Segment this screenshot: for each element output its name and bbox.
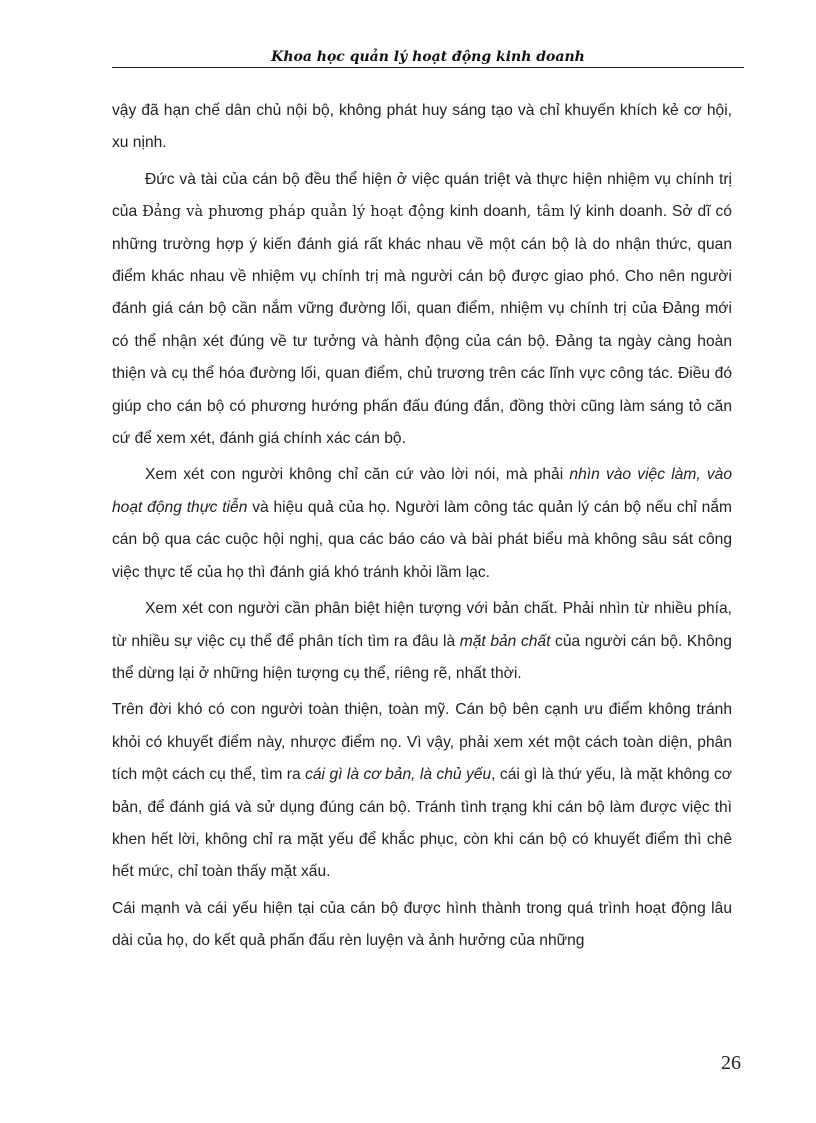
page-number: 26	[721, 1052, 741, 1074]
paragraph-text: , cái gì là thứ yếu, là mặt không cơ bản, để đánh giá và sử dụng đúng cán bộ. Tránh tình trạng khi cán bộ làm được việc thì khen hết lời, không chỉ ra mặt yếu để khắc phục, còn khi cán bộ có khuyết điểm thì chê hết mức, chỉ toàn thấy mặt xấu.	[112, 766, 732, 881]
paragraph-text: kinh doanh	[444, 203, 527, 221]
paragraph-6	[112, 893, 732, 958]
paragraph-2	[112, 164, 732, 456]
emphasis-text: mặt bản chất	[459, 632, 551, 650]
paragraph-text: của người cán bộ. Không thể dừng lại ở những hiện tượng cụ thể, riêng rẽ, nhất thời.	[112, 632, 732, 682]
paragraph-text: Cái mạnh và cái yếu hiện tại của cán bộ được hình thành trong quá trình hoạt động lâu dài của họ, do kết quả phấn đấu rèn luyện và ảnh hưởng của những	[112, 899, 732, 950]
paragraph-text: Trên đời khó có con người toàn thiện, toàn mỹ. Cán bộ bên cạnh ưu điểm không tránh khỏi có khuyết điểm này, nhược điểm nọ. Vì vậy, phải xem xét một cách toàn diện, phân tích một cách cụ thể, tìm ra	[112, 701, 732, 784]
running-header-title: Khoa học quản lý hoạt động kinh doanh	[271, 49, 585, 65]
paragraph-3	[112, 459, 732, 589]
paragraph-1	[112, 95, 732, 160]
emphasis-text: cái gì là cơ bản, là chủ yếu	[305, 766, 492, 784]
paragraph-text: Đức và tài của cán bộ đều thể hiện ở việc quán triệt và thực hiện nhiệm vụ chính trị của	[112, 170, 732, 221]
paragraph-4	[112, 593, 732, 690]
body-text	[112, 95, 732, 962]
header-divider	[112, 67, 744, 68]
paragraph-text: và hiệu quả của họ. Người làm công tác quản lý cán bộ nếu chỉ nắm cán bộ qua các cuộc hội nghị, qua các báo cáo và bài phát biểu mà không sâu sát công việc thực tế của họ thì đánh giá khó tránh khỏi lầm lạc.	[112, 498, 732, 581]
paragraph-text: Xem xét con người cần phân biệt hiện tượng với bản chất. Phải nhìn từ nhiều phía, từ nhiều sự việc cụ thể để phân tích tìm ra đâu là	[112, 600, 732, 650]
paragraph-5	[112, 694, 732, 888]
paragraph-text: lý kinh doanh. Sở dĩ có những trường hợp ý kiến đánh giá rất khác nhau về một cán bộ là do nhận thức, quan điểm khác nhau về nhiệm vụ chính trị mà người cán bộ được giao phó. Cho nên người đánh giá cán bộ cần nắm vững đường lối, quan điểm, nhiệm vụ chính trị của Đảng mới có thể nhận xét đúng về tư tưởng và hành động của cán bộ. Đảng ta ngày càng hoàn thiện và cụ thể hóa đường lối, quan điểm, chủ trương trên các lĩnh vực công tác. Điều đó giúp cho cán bộ có phương hướng phấn đấu đúng đắn, đồng thời cũng làm sáng tỏ căn cứ để xem xét, đánh giá chính xác cán bộ.	[112, 203, 732, 448]
paragraph-text: vậy đã hạn chế dân chủ nội bộ, không phát huy sáng tạo và chỉ khuyến khích kẻ cơ hội, xu nịnh.	[112, 102, 732, 152]
inline-serif-phrase: Đảng và phương pháp quản lý hoạt động	[142, 204, 445, 221]
emphasis-text: nhìn vào việc làm, vào hoạt động thực tiễn	[112, 466, 733, 516]
paragraph-text: Xem xét con người không chỉ căn cứ vào lời nói, mà phải	[145, 466, 570, 484]
inline-serif-word: , tâm	[526, 204, 565, 221]
